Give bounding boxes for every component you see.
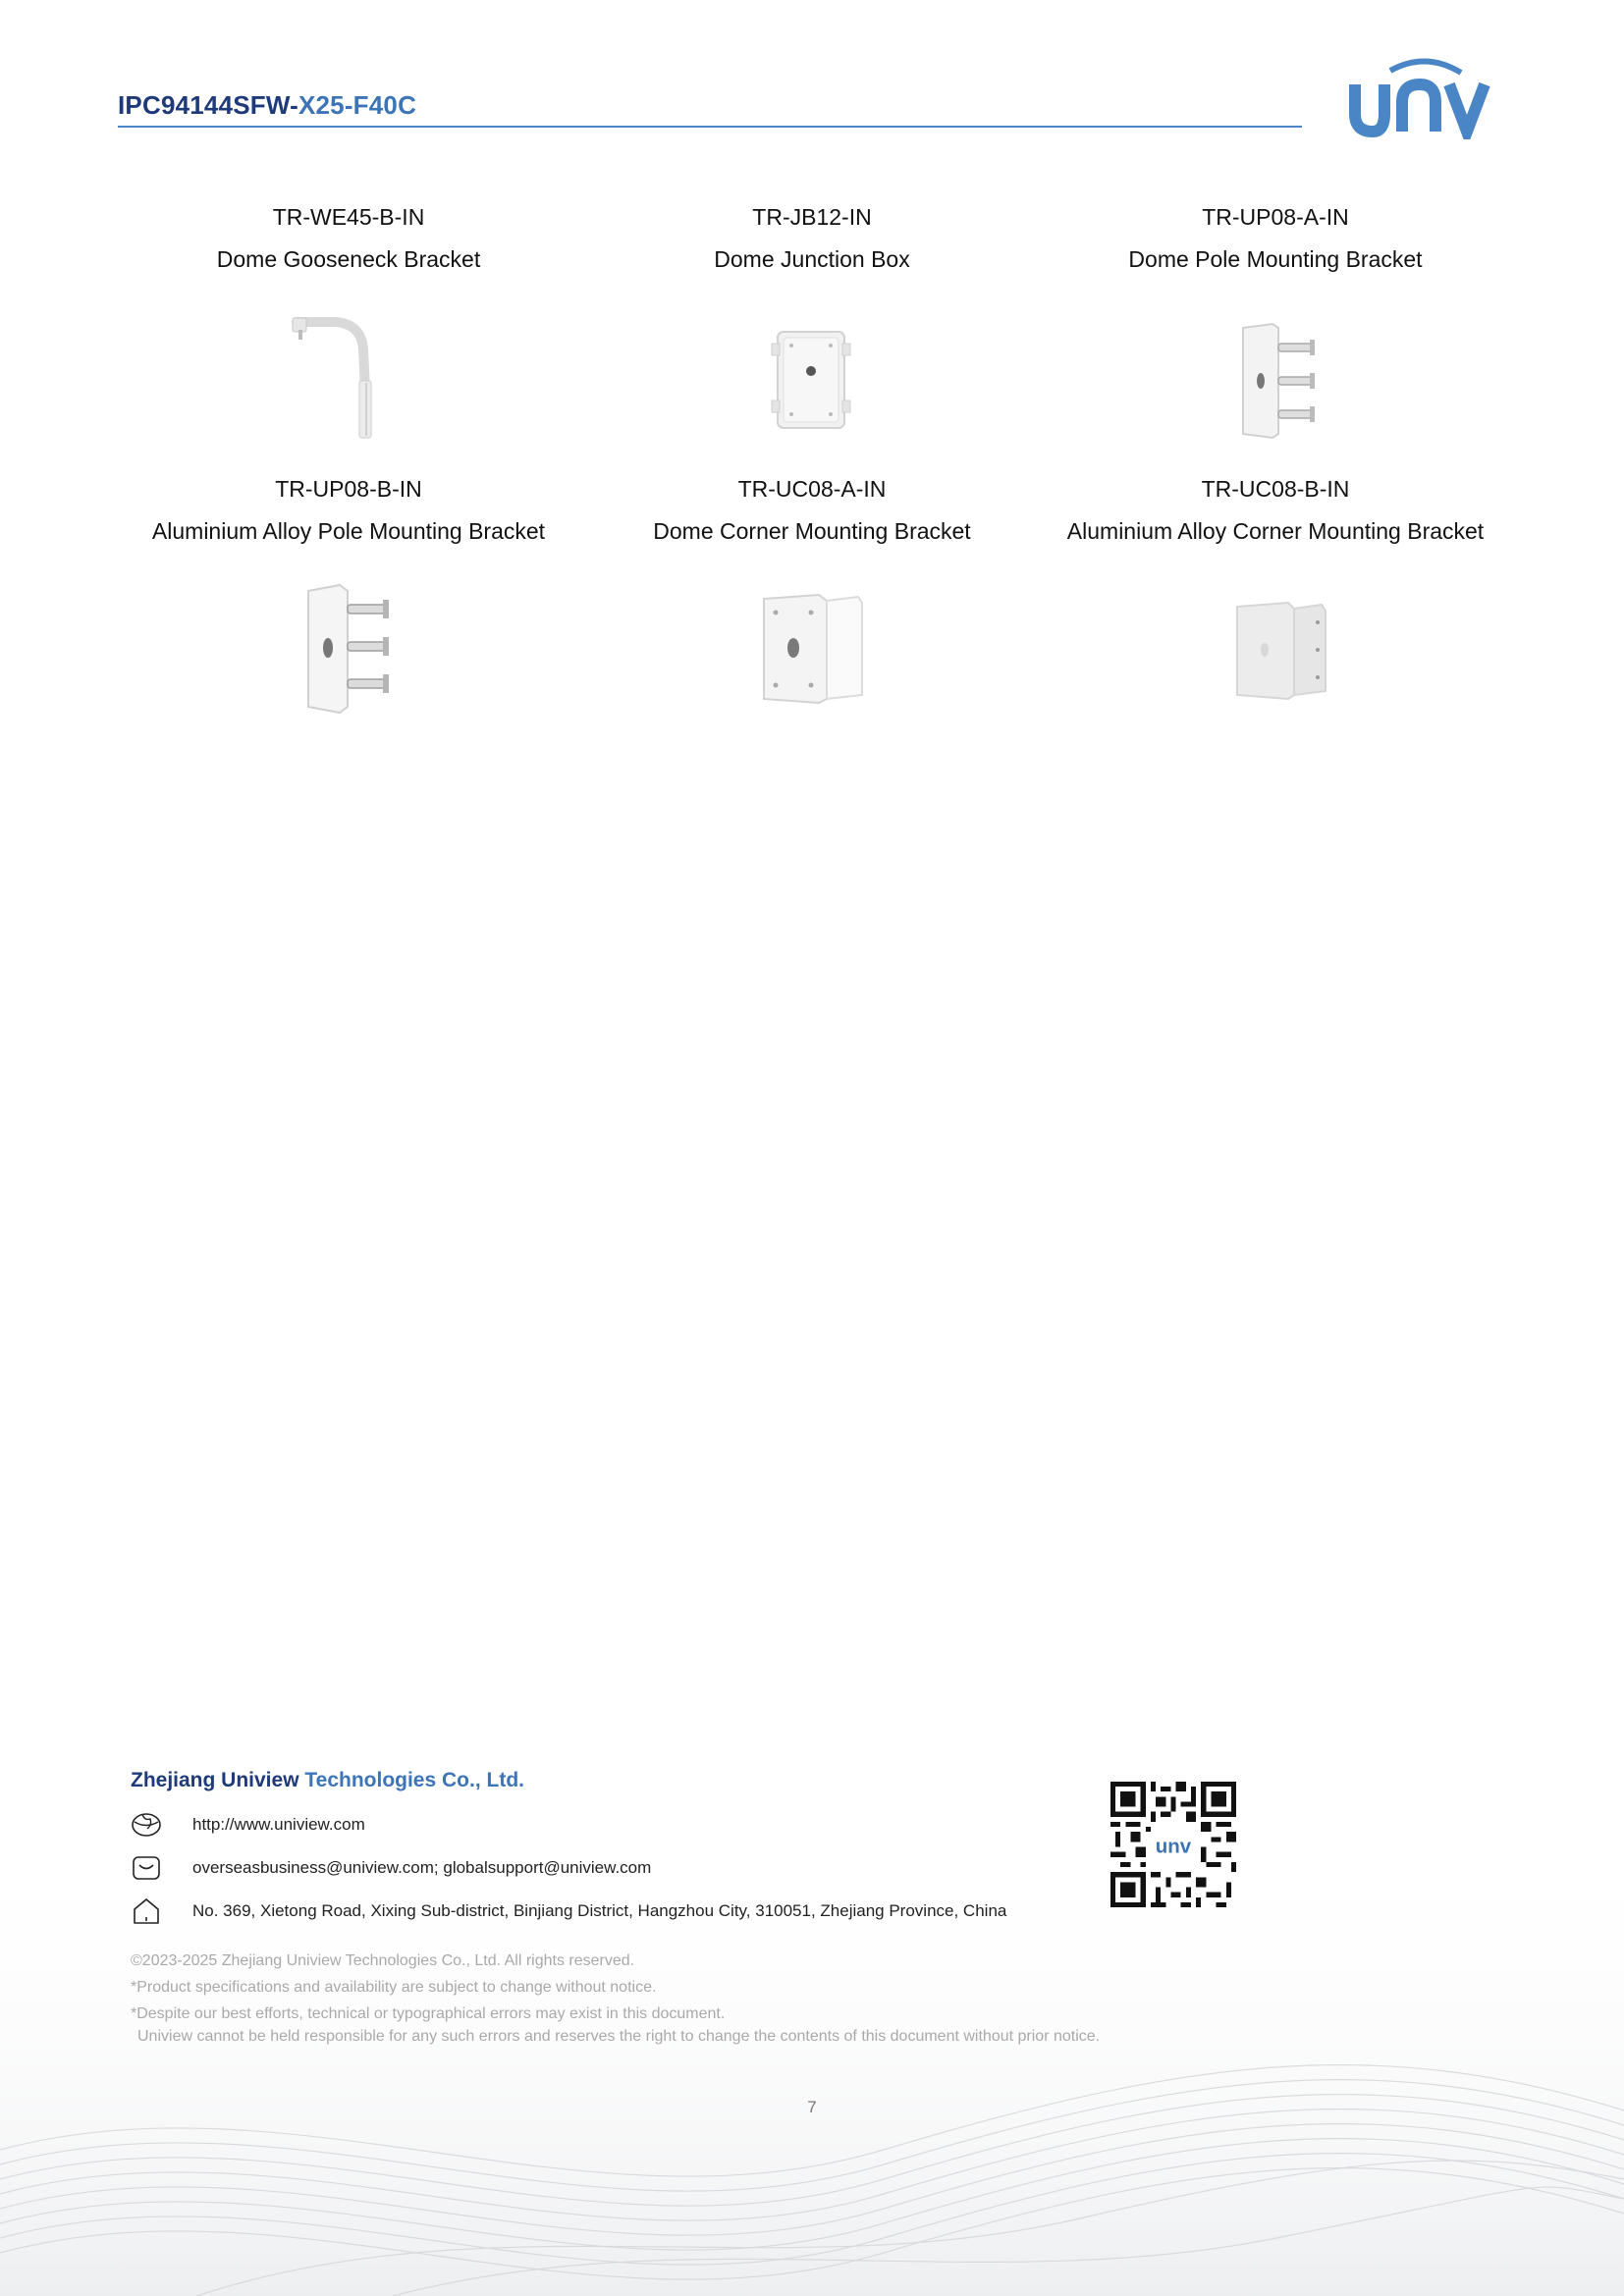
accessory-name: Dome Junction Box [714, 246, 910, 272]
accessory-code: TR-JB12-IN [752, 204, 872, 230]
page-number: 7 [807, 2098, 817, 2116]
accessory-item [113, 202, 584, 274]
corner-bracket-image [758, 591, 866, 705]
accessory-grid [0, 0, 1624, 746]
accessory-code: TR-UC08-B-IN [1201, 476, 1350, 502]
company-name-part2: Technologies Co., Ltd. [304, 1769, 524, 1791]
aluminium-corner-bracket-image [1233, 601, 1329, 701]
accessory-item [576, 202, 1048, 274]
pole-mount-bracket-image [1235, 322, 1324, 440]
accessory-item [113, 474, 584, 546]
globe-icon [131, 1809, 162, 1841]
postal-address: No. 369, Xietong Road, Xixing Sub-district, Binjiang District, Hangzhou City, 310051, Zhejiang Province, China [192, 1901, 1007, 1920]
accessory-item [1040, 474, 1511, 546]
disclaimer-specs: *Product specifications and availability are subject to change without notice. [131, 1979, 657, 1996]
disclaimer-liability: Uniview cannot be held responsible for any such errors and reserves the right to change the contents of this document without prior notice. [137, 2028, 1101, 2045]
accessory-code: TR-WE45-B-IN [272, 204, 425, 230]
company-name [131, 1769, 524, 1792]
qr-code [1110, 1782, 1236, 1907]
company-name-part1: Zhejiang Uniview [131, 1769, 305, 1791]
email-row [131, 1852, 1093, 1886]
legal-notice [131, 1948, 1100, 2050]
home-icon [131, 1896, 162, 1927]
aluminium-pole-bracket-image [300, 583, 395, 715]
model-suffix: X25-F40C [298, 90, 417, 120]
accessory-name: Aluminium Alloy Corner Mounting Bracket [1066, 518, 1485, 544]
accessory-name: Dome Corner Mounting Bracket [653, 518, 971, 544]
accessory-code: TR-UP08-A-IN [1202, 204, 1349, 230]
accessory-code: TR-UC08-A-IN [737, 476, 887, 502]
model-prefix: IPC94144SFW- [118, 90, 298, 120]
mail-icon [131, 1852, 162, 1884]
accessory-name: Dome Pole Mounting Bracket [1128, 246, 1423, 272]
accessory-code: TR-UP08-B-IN [275, 476, 422, 502]
copyright-text: ©2023-2025 Zhejiang Uniview Technologies Co., Ltd. All rights reserved. [131, 1952, 635, 1969]
email-addresses[interactable]: overseasbusiness@uniview.com; globalsupport@uniview.com [192, 1858, 652, 1877]
website-link[interactable]: http://www.uniview.com [192, 1815, 365, 1834]
disclaimer-errors: *Despite our best efforts, technical or typographical errors may exist in this document. [131, 2005, 726, 2022]
gooseneck-bracket-image [275, 312, 393, 442]
accessory-item [576, 474, 1048, 546]
address-row [131, 1896, 1093, 1929]
accessory-item [1040, 202, 1511, 274]
qr-logo-text: unv [1155, 1835, 1192, 1858]
accessory-name: Aluminium Alloy Pole Mounting Bracket [151, 518, 546, 544]
website-row [131, 1809, 1093, 1842]
junction-box-image [770, 328, 852, 432]
accessory-name: Dome Gooseneck Bracket [216, 246, 481, 272]
